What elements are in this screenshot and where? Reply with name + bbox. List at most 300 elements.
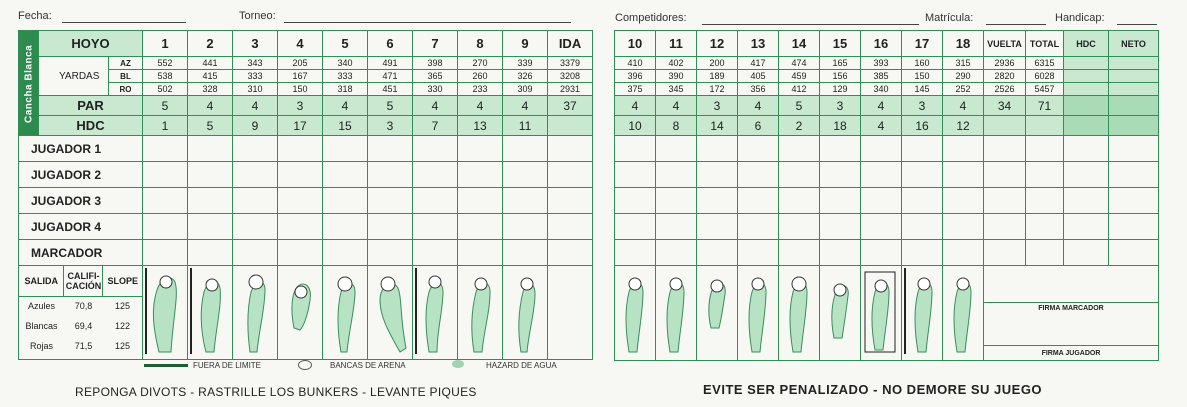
score-cell[interactable] [615, 214, 656, 240]
hdc-value: 16 [902, 116, 943, 136]
hdc-col-label: HDC [1064, 31, 1109, 57]
hdc-value: 14 [697, 116, 738, 136]
yardage: 333 [233, 70, 278, 83]
score-cell[interactable] [902, 162, 943, 188]
yardage: 393 [861, 57, 902, 70]
tee-az: AZ [109, 57, 143, 70]
yardage-total: 2931 [548, 83, 593, 96]
score-cell[interactable] [738, 214, 779, 240]
score-cell[interactable] [1109, 162, 1159, 188]
score-cell[interactable] [323, 214, 368, 240]
yardage: 491 [368, 57, 413, 70]
matricula-field[interactable] [986, 24, 1046, 25]
yardage: 165 [820, 57, 861, 70]
score-cell[interactable] [368, 136, 413, 162]
score-cell[interactable] [458, 188, 503, 214]
fecha-field[interactable] [62, 22, 186, 23]
yardage: 345 [656, 83, 697, 96]
score-cell[interactable] [1109, 136, 1159, 162]
par-value: 3 [278, 96, 323, 116]
yardage: 167 [278, 70, 323, 83]
hdc-value: 4 [861, 116, 902, 136]
hdc-cell [1064, 116, 1109, 136]
score-cell[interactable] [1026, 240, 1064, 266]
hdc-value: 11 [503, 116, 548, 136]
par-value: 4 [503, 96, 548, 116]
hole-map-1 [143, 266, 188, 360]
score-cell[interactable] [413, 214, 458, 240]
score-cell[interactable] [233, 188, 278, 214]
hole-map-3 [233, 266, 278, 360]
score-cell[interactable] [656, 162, 697, 188]
hole-map-12 [697, 266, 738, 361]
hdc-cell [1064, 96, 1109, 116]
yardage: 160 [902, 57, 943, 70]
score-cell[interactable] [1064, 214, 1109, 240]
yardage: 252 [943, 83, 984, 96]
out-of-bounds-icon [144, 364, 188, 367]
footer-left: REPONGA DIVOTS - RASTRILLE LOS BUNKERS - LEVANTE PIQUES [75, 385, 477, 399]
hdc-value: 3 [368, 116, 413, 136]
par-value: 4 [656, 96, 697, 116]
yardage-total: 3379 [548, 57, 593, 70]
score-cell[interactable] [1064, 240, 1109, 266]
score-cell[interactable] [368, 214, 413, 240]
score-cell[interactable] [902, 136, 943, 162]
score-cell[interactable] [1064, 136, 1109, 162]
hole-number: 12 [697, 31, 738, 57]
par-value: 4 [323, 96, 368, 116]
slope-value: 122 [114, 321, 130, 331]
hole-map-2 [188, 266, 233, 360]
hdc-vuelta [984, 116, 1026, 136]
yardage: 315 [943, 57, 984, 70]
score-cell[interactable] [738, 162, 779, 188]
torneo-label: Torneo: [239, 10, 276, 22]
score-cell[interactable] [984, 136, 1026, 162]
score-cell[interactable] [188, 240, 233, 266]
hole-number: 6 [368, 31, 413, 57]
score-cell[interactable] [503, 214, 548, 240]
score-cell[interactable] [188, 136, 233, 162]
score-cell[interactable] [548, 136, 593, 162]
vuelta-yardage: 2820 [984, 70, 1026, 83]
score-cell[interactable] [697, 188, 738, 214]
score-cell[interactable] [368, 188, 413, 214]
neto-cell [1109, 96, 1159, 116]
hdc-cell [1064, 83, 1109, 96]
score-cell[interactable] [779, 136, 820, 162]
hdc-value: 12 [943, 116, 984, 136]
ida-total-cell [548, 266, 593, 360]
yardage: 309 [503, 83, 548, 96]
hdc-value: 13 [458, 116, 503, 136]
slope-header: SLOPE [103, 266, 142, 296]
score-cell[interactable] [1109, 188, 1159, 214]
par-value: 4 [861, 96, 902, 116]
total-yardage: 6315 [1026, 57, 1064, 70]
yardage: 333 [323, 70, 368, 83]
score-cell[interactable] [820, 240, 861, 266]
total-yardage: 6028 [1026, 70, 1064, 83]
score-cell[interactable] [188, 188, 233, 214]
score-cell[interactable] [143, 162, 188, 188]
score-cell[interactable] [984, 188, 1026, 214]
score-cell[interactable] [1026, 214, 1064, 240]
hole-number: 15 [820, 31, 861, 57]
score-cell[interactable] [233, 214, 278, 240]
hdc-total [548, 116, 593, 136]
score-cell[interactable] [413, 188, 458, 214]
score-cell[interactable] [984, 214, 1026, 240]
yardage: 474 [779, 57, 820, 70]
score-cell[interactable] [458, 136, 503, 162]
score-cell[interactable] [943, 214, 984, 240]
yardage: 441 [188, 57, 233, 70]
score-cell[interactable] [861, 214, 902, 240]
hole-map-5 [323, 266, 368, 360]
hdc-cell [1064, 70, 1109, 83]
score-cell[interactable] [861, 162, 902, 188]
score-cell[interactable] [143, 214, 188, 240]
score-cell[interactable] [458, 214, 503, 240]
score-cell[interactable] [233, 162, 278, 188]
score-cell[interactable] [413, 240, 458, 266]
score-cell[interactable] [902, 188, 943, 214]
back-nine-scorecard [614, 30, 1159, 361]
score-cell[interactable] [984, 162, 1026, 188]
hdc-value: 10 [615, 116, 656, 136]
hole-number: 5 [323, 31, 368, 57]
score-cell[interactable] [861, 188, 902, 214]
hdc-value: 17 [278, 116, 323, 136]
neto-cell [1109, 116, 1159, 136]
hole-map-4 [278, 266, 323, 360]
hdc-value: 1 [143, 116, 188, 136]
score-cell[interactable] [656, 214, 697, 240]
yardage: 343 [233, 57, 278, 70]
yardage: 328 [188, 83, 233, 96]
score-cell[interactable] [943, 136, 984, 162]
score-cell[interactable] [1026, 188, 1064, 214]
score-cell[interactable] [323, 162, 368, 188]
hole-number: 11 [656, 31, 697, 57]
yardage: 340 [323, 57, 368, 70]
yardas-label: YARDAS [39, 57, 109, 96]
score-cell[interactable] [548, 240, 593, 266]
marcador-label: MARCADOR [19, 240, 143, 266]
yardage: 405 [738, 70, 779, 83]
yardage: 398 [413, 57, 458, 70]
rating-tee: Blancas [25, 321, 58, 331]
score-cell[interactable] [820, 188, 861, 214]
score-cell[interactable] [656, 188, 697, 214]
par-value: 4 [615, 96, 656, 116]
score-cell[interactable] [548, 162, 593, 188]
vuelta-label: VUELTA [984, 31, 1026, 57]
score-cell[interactable] [188, 214, 233, 240]
par-value: 3 [697, 96, 738, 116]
yardage: 172 [697, 83, 738, 96]
yardage: 415 [188, 70, 233, 83]
score-cell[interactable] [413, 162, 458, 188]
score-cell[interactable] [323, 136, 368, 162]
yardage: 156 [820, 70, 861, 83]
par-label: PAR [39, 96, 143, 116]
rating-value: 69,4 [74, 321, 93, 331]
yardage: 270 [458, 57, 503, 70]
course-rating-box [19, 266, 143, 360]
neto-cell [1109, 70, 1159, 83]
hole-map-7 [413, 266, 458, 360]
score-cell[interactable] [458, 240, 503, 266]
hdc-value: 8 [656, 116, 697, 136]
yardage: 410 [615, 57, 656, 70]
yardage: 326 [503, 70, 548, 83]
yardage: 402 [656, 57, 697, 70]
score-cell[interactable] [503, 162, 548, 188]
yardage: 412 [779, 83, 820, 96]
total-label: TOTAL [1026, 31, 1064, 57]
hole-map-13 [738, 266, 779, 361]
footer-right: EVITE SER PENALIZADO - NO DEMORE SU JUEGO [703, 382, 1043, 397]
yardage-total: 3208 [548, 70, 593, 83]
hole-number: 17 [902, 31, 943, 57]
yardage: 385 [861, 70, 902, 83]
score-cell[interactable] [188, 162, 233, 188]
yardage: 459 [779, 70, 820, 83]
yardage: 356 [738, 83, 779, 96]
legend-fuera: FUERA DE LIMITE [193, 361, 262, 370]
yardage: 417 [738, 57, 779, 70]
yardage: 205 [278, 57, 323, 70]
par-value: 5 [779, 96, 820, 116]
score-cell[interactable] [943, 162, 984, 188]
score-cell[interactable] [779, 188, 820, 214]
yardage: 145 [902, 83, 943, 96]
score-cell[interactable] [861, 136, 902, 162]
hole-map-11 [656, 266, 697, 361]
rating-tee: Rojas [29, 341, 53, 351]
yardage: 390 [656, 70, 697, 83]
score-cell[interactable] [943, 188, 984, 214]
score-cell[interactable] [861, 240, 902, 266]
hole-number: 18 [943, 31, 984, 57]
score-cell[interactable] [548, 214, 593, 240]
score-cell[interactable] [323, 240, 368, 266]
score-cell[interactable] [615, 240, 656, 266]
score-cell[interactable] [738, 188, 779, 214]
score-cell[interactable] [902, 214, 943, 240]
score-cell[interactable] [413, 136, 458, 162]
player-3-label: JUGADOR 3 [19, 188, 143, 214]
ida-label: IDA [548, 31, 593, 57]
neto-cell [1109, 83, 1159, 96]
score-cell[interactable] [820, 214, 861, 240]
score-cell[interactable] [1064, 188, 1109, 214]
hdc-value: 9 [233, 116, 278, 136]
yardage: 502 [143, 83, 188, 96]
vuelta-yardage: 2526 [984, 83, 1026, 96]
par-total: 71 [1026, 96, 1064, 116]
hole-number: 10 [615, 31, 656, 57]
score-cell[interactable] [779, 214, 820, 240]
par-total: 37 [548, 96, 593, 116]
score-cell[interactable] [615, 162, 656, 188]
score-cell[interactable] [278, 240, 323, 266]
par-value: 4 [738, 96, 779, 116]
score-cell[interactable] [278, 162, 323, 188]
score-cell[interactable] [143, 188, 188, 214]
score-cell[interactable] [278, 188, 323, 214]
hole-number: 1 [143, 31, 188, 57]
competidores-field[interactable] [702, 24, 919, 25]
score-cell[interactable] [902, 240, 943, 266]
score-cell[interactable] [697, 162, 738, 188]
neto-cell [1109, 57, 1159, 70]
score-cell[interactable] [1109, 240, 1159, 266]
hole-map-15 [820, 266, 861, 361]
par-value: 5 [368, 96, 413, 116]
hoyo-label: HOYO [39, 31, 143, 57]
yardage: 365 [413, 70, 458, 83]
score-cell[interactable] [143, 136, 188, 162]
torneo-field[interactable] [284, 22, 571, 23]
hole-number: 7 [413, 31, 458, 57]
hdc-value: 7 [413, 116, 458, 136]
hdc-cell [1064, 57, 1109, 70]
sand-bunker-icon [298, 360, 312, 370]
yardage: 552 [143, 57, 188, 70]
handicap-label: Handicap: [1055, 12, 1105, 24]
par-value: 4 [233, 96, 278, 116]
matricula-label: Matrícula: [925, 12, 974, 24]
score-cell[interactable] [779, 162, 820, 188]
score-cell[interactable] [143, 240, 188, 266]
hdc-value: 6 [738, 116, 779, 136]
hole-number: 14 [779, 31, 820, 57]
hole-map-9 [503, 266, 548, 360]
score-cell[interactable] [820, 162, 861, 188]
par-value: 4 [413, 96, 458, 116]
player-1-label: JUGADOR 1 [19, 136, 143, 162]
score-cell[interactable] [278, 136, 323, 162]
score-cell[interactable] [323, 188, 368, 214]
hdc-value: 15 [323, 116, 368, 136]
hole-map-6 [368, 266, 413, 360]
score-cell[interactable] [1109, 214, 1159, 240]
yardage: 330 [413, 83, 458, 96]
legend-bancas: BANCAS DE ARENA [330, 361, 406, 370]
hole-map-18 [943, 266, 984, 361]
slope-value: 125 [114, 341, 130, 351]
yardage: 233 [458, 83, 503, 96]
score-cell[interactable] [1026, 136, 1064, 162]
score-cell[interactable] [656, 240, 697, 266]
score-cell[interactable] [738, 136, 779, 162]
hole-number: 16 [861, 31, 902, 57]
yardage: 396 [615, 70, 656, 83]
yardage: 451 [368, 83, 413, 96]
hdc-total [1026, 116, 1064, 136]
fecha-label: Fecha: [18, 10, 52, 22]
hdc-value: 2 [779, 116, 820, 136]
slope-value: 125 [114, 301, 130, 312]
hdc-value: 5 [188, 116, 233, 136]
score-cell[interactable] [615, 136, 656, 162]
handicap-field[interactable] [1117, 24, 1157, 25]
cancha-blanca-label: Cancha Blanca [19, 31, 39, 136]
score-cell[interactable] [233, 240, 278, 266]
player-2-label: JUGADOR 2 [19, 162, 143, 188]
signature-box [984, 266, 1159, 361]
score-cell[interactable] [779, 240, 820, 266]
legend-hazard: HAZARD DE AGUA [486, 361, 557, 370]
hole-map-16 [861, 266, 902, 361]
score-cell[interactable] [656, 136, 697, 162]
hole-number: 9 [503, 31, 548, 57]
rating-value: 71,5 [74, 341, 93, 351]
score-cell[interactable] [548, 188, 593, 214]
score-cell[interactable] [458, 162, 503, 188]
water-hazard-icon [452, 360, 464, 368]
yardage: 471 [368, 70, 413, 83]
score-cell[interactable] [233, 136, 278, 162]
hdc-label: HDC [39, 116, 143, 136]
yardage: 189 [697, 70, 738, 83]
score-cell[interactable] [738, 240, 779, 266]
score-cell[interactable] [697, 136, 738, 162]
player-4-label: JUGADOR 4 [19, 214, 143, 240]
score-cell[interactable] [278, 214, 323, 240]
hole-map-14 [779, 266, 820, 361]
rating-value: 70,8 [74, 301, 93, 312]
score-cell[interactable] [984, 240, 1026, 266]
score-cell[interactable] [503, 240, 548, 266]
hole-number: 2 [188, 31, 233, 57]
hole-map-17 [902, 266, 943, 361]
hole-number: 3 [233, 31, 278, 57]
vuelta-yardage: 2936 [984, 57, 1026, 70]
par-vuelta: 34 [984, 96, 1026, 116]
competidores-label: Competidores: [615, 12, 687, 24]
score-cell[interactable] [503, 136, 548, 162]
calificacion-header: CALIFI-CACIÓN [64, 266, 103, 296]
score-cell[interactable] [615, 188, 656, 214]
score-cell[interactable] [368, 162, 413, 188]
rating-tee: Azules [27, 301, 55, 312]
score-cell[interactable] [368, 240, 413, 266]
par-value: 4 [458, 96, 503, 116]
hole-number: 8 [458, 31, 503, 57]
neto-label: NETO [1109, 31, 1159, 57]
score-cell[interactable] [1026, 162, 1064, 188]
score-cell[interactable] [820, 136, 861, 162]
yardage: 375 [615, 83, 656, 96]
hdc-value: 18 [820, 116, 861, 136]
hole-map-10 [615, 266, 656, 361]
score-cell[interactable] [503, 188, 548, 214]
score-cell[interactable] [697, 240, 738, 266]
score-cell[interactable] [943, 240, 984, 266]
tee-bl: BL [109, 70, 143, 83]
firma-jugador-label: FIRMA JUGADOR [1041, 349, 1101, 357]
score-cell[interactable] [1064, 162, 1109, 188]
score-cell[interactable] [697, 214, 738, 240]
yardage: 318 [323, 83, 368, 96]
yardage: 538 [143, 70, 188, 83]
par-value: 4 [943, 96, 984, 116]
